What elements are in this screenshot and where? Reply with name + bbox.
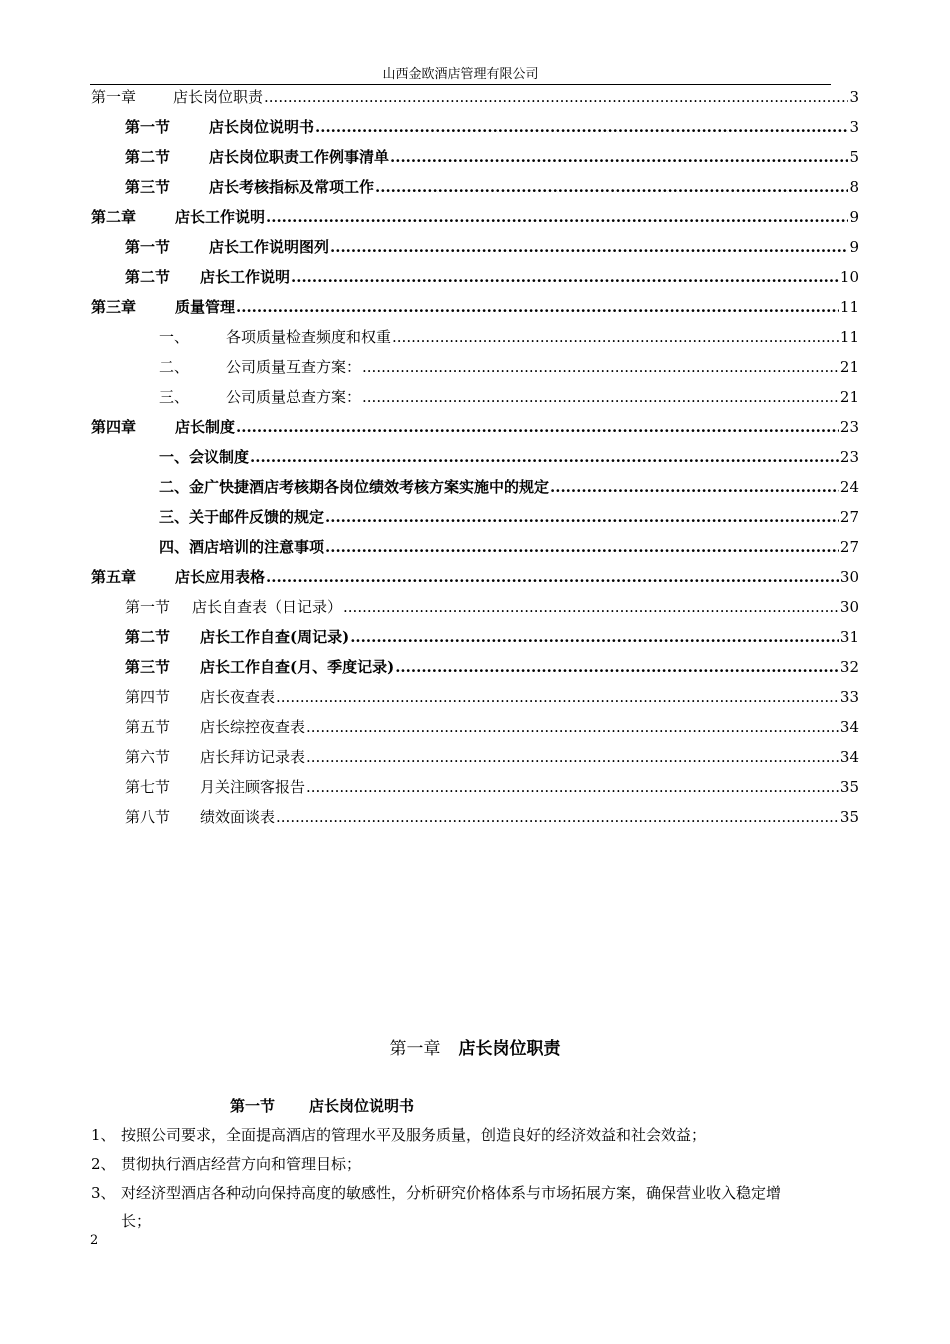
toc-title: 店长工作说明图列 bbox=[209, 238, 330, 256]
toc-page: 8 bbox=[849, 178, 859, 196]
toc-title: 店长自查表（日记录） bbox=[192, 598, 343, 616]
toc-number: 第七节 bbox=[125, 778, 171, 796]
toc-title: 店长工作说明 bbox=[200, 268, 291, 286]
toc-number: 第二节 bbox=[125, 628, 171, 646]
toc-leader bbox=[395, 656, 839, 678]
toc-row[interactable] bbox=[125, 656, 859, 678]
body-paragraph bbox=[91, 1153, 361, 1175]
section-heading bbox=[230, 1095, 414, 1117]
toc-row[interactable] bbox=[125, 176, 859, 198]
toc-leader bbox=[291, 266, 839, 288]
paragraph-number: 1、 bbox=[91, 1126, 116, 1144]
toc-title: 店长工作自查(周记录) bbox=[200, 628, 350, 646]
toc-page: 24 bbox=[839, 478, 859, 496]
toc-number: 第四节 bbox=[125, 688, 171, 706]
toc-title: 店长岗位职责 bbox=[173, 88, 264, 106]
toc-number: 第三节 bbox=[125, 658, 171, 676]
toc-number: 第一章 bbox=[91, 88, 137, 106]
company-name: 山西金欧酒店管理有限公司 bbox=[382, 67, 539, 82]
toc-number: 第五章 bbox=[91, 568, 137, 586]
toc-row[interactable] bbox=[125, 146, 859, 168]
paragraph-number: 3、 bbox=[91, 1184, 116, 1202]
toc-page: 11 bbox=[839, 328, 859, 346]
toc-title: 店长岗位职责工作例事清单 bbox=[209, 148, 390, 166]
toc-title: 公司质量总查方案： bbox=[226, 388, 362, 406]
toc-page: 10 bbox=[839, 268, 859, 286]
toc-title: 质量管理 bbox=[175, 298, 236, 316]
toc-leader bbox=[390, 146, 848, 168]
toc-page: 35 bbox=[839, 808, 859, 826]
toc-page: 5 bbox=[849, 148, 859, 166]
toc-row[interactable] bbox=[125, 266, 859, 288]
toc-leader bbox=[325, 506, 839, 528]
toc-row[interactable] bbox=[91, 206, 859, 228]
toc-title: 店长岗位说明书 bbox=[209, 118, 315, 136]
section-title: 店长岗位说明书 bbox=[309, 1097, 415, 1115]
toc-page: 32 bbox=[839, 658, 859, 676]
toc-title: 店长综控夜查表 bbox=[200, 718, 306, 736]
toc-row[interactable] bbox=[125, 776, 859, 798]
toc-leader bbox=[266, 566, 839, 588]
toc-page: 23 bbox=[839, 448, 859, 466]
toc-title: 店长工作说明 bbox=[175, 208, 266, 226]
paragraph-number: 2、 bbox=[91, 1155, 116, 1173]
paragraph-text: 长； bbox=[121, 1212, 152, 1230]
toc-page: 11 bbox=[839, 298, 859, 316]
toc-title: 四、酒店培训的注意事项 bbox=[159, 538, 325, 556]
toc-row[interactable] bbox=[159, 386, 859, 408]
toc-leader bbox=[236, 416, 839, 438]
toc-page: 21 bbox=[839, 358, 859, 376]
toc-number: 第一节 bbox=[125, 598, 171, 616]
paragraph-text: 按照公司要求，全面提高酒店的管理水平及服务质量，创造良好的经济效益和社会效益； bbox=[121, 1126, 707, 1144]
toc-row[interactable] bbox=[125, 116, 859, 138]
toc-page: 23 bbox=[839, 418, 859, 436]
chapter-title: 店长岗位职责 bbox=[458, 1039, 561, 1059]
toc-page: 3 bbox=[849, 88, 859, 106]
toc-page: 31 bbox=[839, 628, 859, 646]
toc-row[interactable] bbox=[125, 236, 859, 258]
toc-leader bbox=[306, 776, 839, 798]
toc-title: 店长应用表格 bbox=[175, 568, 266, 586]
toc-number: 第一节 bbox=[125, 118, 171, 136]
toc-number: 第六节 bbox=[125, 748, 171, 766]
toc-number: 第二节 bbox=[125, 268, 171, 286]
toc-row[interactable] bbox=[159, 446, 859, 468]
toc-leader bbox=[250, 446, 839, 468]
toc-title: 店长考核指标及常项工作 bbox=[209, 178, 375, 196]
toc-leader bbox=[550, 476, 839, 498]
body-paragraph bbox=[91, 1124, 706, 1146]
toc-number: 第一节 bbox=[125, 238, 171, 256]
body-paragraph bbox=[91, 1182, 781, 1204]
toc-page: 9 bbox=[849, 238, 859, 256]
toc-number: 一、 bbox=[159, 328, 190, 346]
toc-row[interactable] bbox=[125, 716, 859, 738]
toc-number: 第四章 bbox=[91, 418, 137, 436]
toc-leader bbox=[236, 296, 839, 318]
toc-title: 一、会议制度 bbox=[159, 448, 250, 466]
paragraph-text: 对经济型酒店各种动向保持高度的敏感性，分析研究价格体系与市场拓展方案，确保营业收入稳定增 bbox=[121, 1184, 782, 1202]
toc-leader bbox=[266, 206, 848, 228]
toc-row[interactable] bbox=[159, 476, 859, 498]
toc-leader bbox=[362, 386, 839, 408]
toc-title: 公司质量互查方案： bbox=[226, 358, 362, 376]
toc-page: 27 bbox=[839, 538, 859, 556]
toc-title: 店长工作自查(月、季度记录) bbox=[200, 658, 395, 676]
toc-page: 33 bbox=[839, 688, 859, 706]
toc-title: 绩效面谈表 bbox=[200, 808, 276, 826]
toc-page: 3 bbox=[849, 118, 859, 136]
toc-row[interactable] bbox=[91, 416, 859, 438]
toc-page: 35 bbox=[839, 778, 859, 796]
toc-page: 9 bbox=[849, 208, 859, 226]
toc-row[interactable] bbox=[159, 356, 859, 378]
toc-number: 第二节 bbox=[125, 148, 171, 166]
toc-title: 店长制度 bbox=[175, 418, 236, 436]
page-header bbox=[90, 66, 831, 85]
toc-page: 34 bbox=[839, 748, 859, 766]
toc-leader bbox=[330, 236, 848, 258]
toc-row[interactable] bbox=[125, 746, 859, 768]
toc-row[interactable] bbox=[159, 506, 859, 528]
toc-number: 第三章 bbox=[91, 298, 137, 316]
toc-page: 34 bbox=[839, 718, 859, 736]
toc-number: 第五节 bbox=[125, 718, 171, 736]
toc-leader bbox=[306, 746, 839, 768]
toc-leader bbox=[325, 536, 839, 558]
toc-leader bbox=[343, 596, 839, 618]
toc-page: 21 bbox=[839, 388, 859, 406]
toc-row[interactable] bbox=[159, 536, 859, 558]
toc-leader bbox=[306, 716, 839, 738]
chapter-heading bbox=[0, 1036, 950, 1062]
paragraph-text: 贯彻执行酒店经营方向和管理目标； bbox=[121, 1155, 362, 1173]
toc-title: 店长拜访记录表 bbox=[200, 748, 306, 766]
toc-page: 30 bbox=[839, 568, 859, 586]
toc-leader bbox=[276, 686, 839, 708]
toc-page: 30 bbox=[839, 598, 859, 616]
chapter-number: 第一章 bbox=[389, 1039, 441, 1059]
toc-leader bbox=[392, 326, 839, 348]
toc-title: 店长夜查表 bbox=[200, 688, 276, 706]
toc-row[interactable] bbox=[91, 86, 859, 108]
toc-row[interactable] bbox=[91, 566, 859, 588]
toc-number: 第二章 bbox=[91, 208, 137, 226]
toc-title: 三、关于邮件反馈的规定 bbox=[159, 508, 325, 526]
toc-row[interactable] bbox=[91, 296, 859, 318]
toc-leader bbox=[315, 116, 848, 138]
toc-leader bbox=[350, 626, 839, 648]
toc-number: 第八节 bbox=[125, 808, 171, 826]
toc-number: 三、 bbox=[159, 388, 190, 406]
toc-row[interactable] bbox=[125, 686, 859, 708]
toc-row[interactable] bbox=[159, 326, 859, 348]
toc-leader bbox=[276, 806, 839, 828]
toc-leader bbox=[264, 86, 848, 108]
toc-number: 第三节 bbox=[125, 178, 171, 196]
toc-row[interactable] bbox=[125, 596, 859, 618]
toc-page: 27 bbox=[839, 508, 859, 526]
toc-number: 二、 bbox=[159, 358, 190, 376]
toc-title: 二、金广快捷酒店考核期各岗位绩效考核方案实施中的规定 bbox=[159, 478, 550, 496]
section-number: 第一节 bbox=[230, 1097, 276, 1115]
toc-row[interactable] bbox=[125, 626, 859, 648]
toc-leader bbox=[362, 356, 839, 378]
toc-row[interactable] bbox=[125, 806, 859, 828]
page-number: 2 bbox=[90, 1233, 99, 1248]
toc-title: 月关注顾客报告 bbox=[200, 778, 306, 796]
toc-title: 各项质量检查频度和权重 bbox=[226, 328, 392, 346]
toc-leader bbox=[375, 176, 848, 198]
body-paragraph bbox=[91, 1210, 151, 1232]
